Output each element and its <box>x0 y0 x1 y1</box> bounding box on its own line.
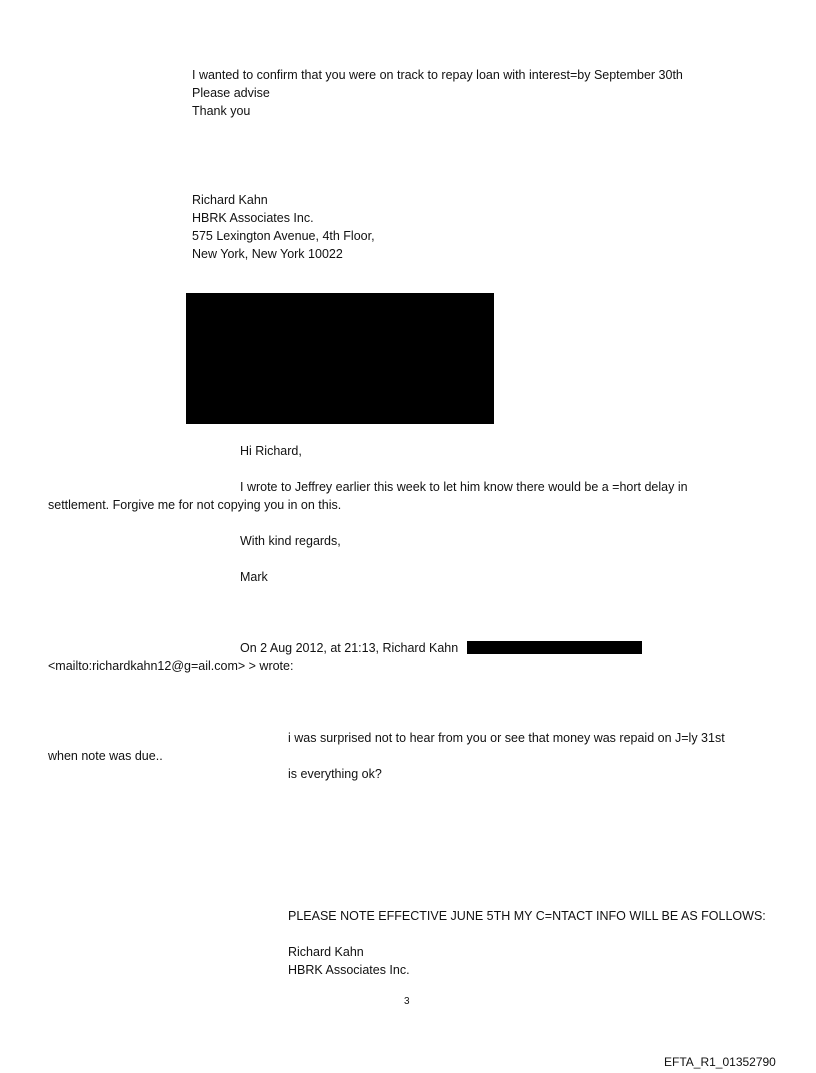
reply-closing: With kind regards, <box>240 534 341 548</box>
quoted-line-2: when note was due.. <box>48 749 163 763</box>
page-number: 3 <box>404 996 410 1007</box>
quoted-signature-name: Richard Kahn <box>288 945 364 959</box>
redaction-email <box>467 641 642 654</box>
quote-header-line-2: <mailto:richardkahn12@g=ail.com> > wrote: <box>48 659 294 673</box>
quoted-signature-company: HBRK Associates Inc. <box>288 963 410 977</box>
body-line-2: Please advise <box>192 86 270 100</box>
signature-city: New York, New York 10022 <box>192 247 343 261</box>
reply-body-line-1: I wrote to Jeffrey earlier this week to let him know there would be a =hort delay in <box>240 480 688 494</box>
reply-body-line-2: settlement. Forgive me for not copying you in on this. <box>48 498 342 512</box>
quote-header-line-1: On 2 Aug 2012, at 21:13, Richard Kahn <box>240 641 459 655</box>
redaction-block <box>186 293 494 424</box>
quoted-line-3: is everything ok? <box>288 767 382 781</box>
quoted-notice: PLEASE NOTE EFFECTIVE JUNE 5TH MY C=NTACT INFO WILL BE AS FOLLOWS: <box>288 909 766 923</box>
bates-number: EFTA_R1_01352790 <box>664 1055 776 1069</box>
body-line-3: Thank you <box>192 104 251 118</box>
reply-name: Mark <box>240 570 268 584</box>
signature-address: 575 Lexington Avenue, 4th Floor, <box>192 229 375 243</box>
signature-name: Richard Kahn <box>192 193 268 207</box>
body-line-1: I wanted to confirm that you were on track to repay loan with interest=by September 30th <box>192 68 683 82</box>
signature-company: HBRK Associates Inc. <box>192 211 314 225</box>
quoted-line-1: i was surprised not to hear from you or see that money was repaid on J=ly 31st <box>288 731 725 745</box>
reply-greeting: Hi Richard, <box>240 444 302 458</box>
